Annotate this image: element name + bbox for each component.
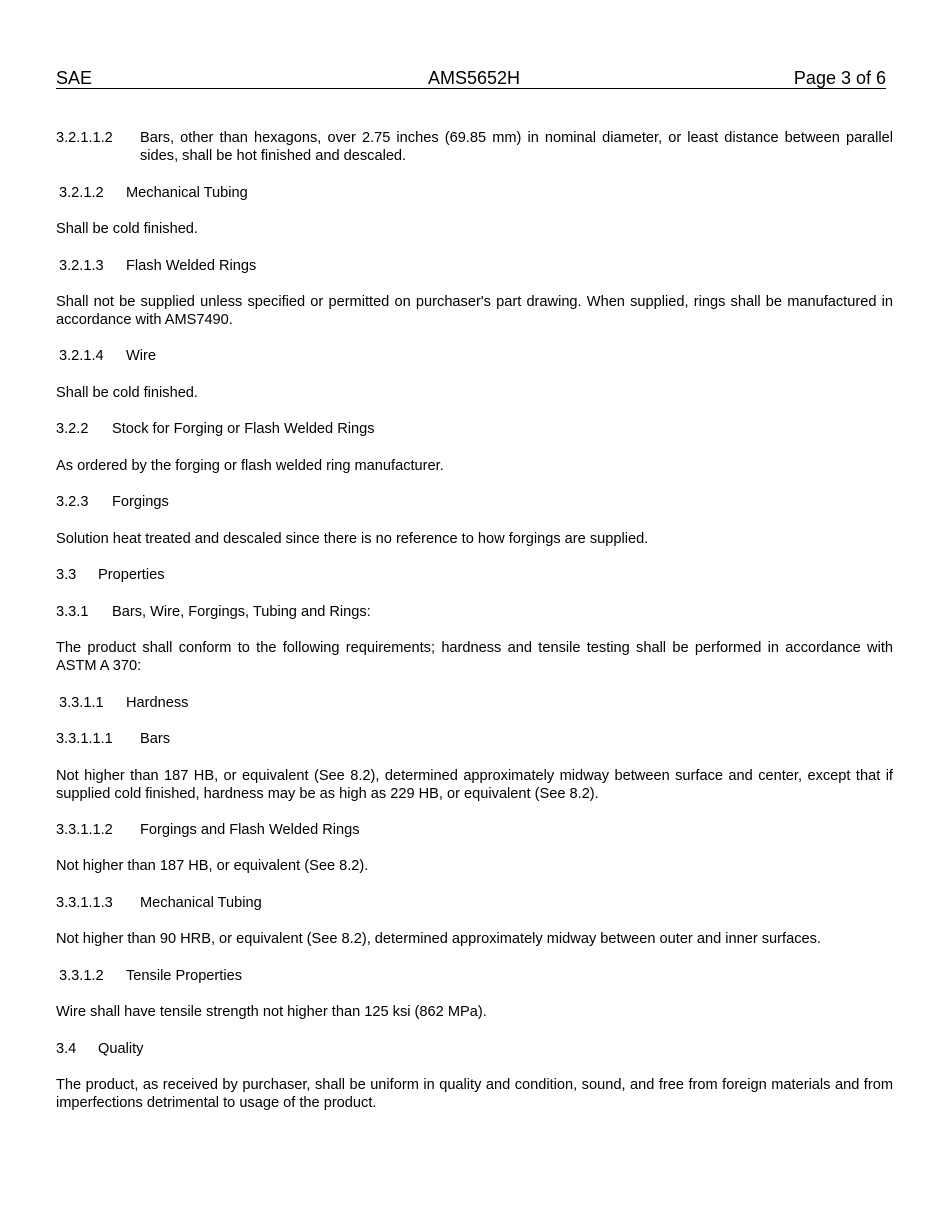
section-number: 3.2.1.1.2 — [56, 130, 113, 146]
section-title: Mechanical Tubing — [140, 895, 262, 911]
section-heading — [56, 821, 893, 839]
section-title: Tensile Properties — [126, 968, 242, 984]
header-doc-number: AMS5652H — [428, 68, 521, 88]
section-heading — [59, 184, 896, 202]
section-heading — [56, 603, 893, 621]
section-heading — [56, 730, 893, 748]
section-number: 3.2.1.3 — [59, 258, 104, 274]
section-number: 3.4 — [56, 1041, 77, 1057]
section-number: 3.3.1.1.1 — [56, 731, 113, 747]
section-heading — [59, 967, 896, 985]
section-number: 3.3.1.1.2 — [56, 822, 113, 838]
section-heading — [59, 347, 896, 365]
section-number: 3.3.1.2 — [59, 968, 104, 984]
section-3-2-1-1-2 — [56, 129, 893, 165]
section-number: 3.2.3 — [56, 494, 89, 510]
section-number: 3.2.1.2 — [59, 185, 104, 201]
section-title: Properties — [98, 567, 165, 583]
paragraph: Not higher than 187 HB, or equivalent (See 8.2), determined approximately midway between surface and center, except that if supplied cold finished, hardness may be as high as 229 HB, or equivalent (See 8.2). — [56, 768, 893, 802]
section-title: Hardness — [126, 695, 189, 711]
paragraph: Solution heat treated and descaled since there is no reference to how forgings are supplied. — [56, 531, 649, 547]
header-org: SAE — [56, 68, 93, 88]
section-heading — [59, 257, 896, 275]
paragraph: As ordered by the forging or flash welded ring manufacturer. — [56, 458, 444, 474]
section-title: Flash Welded Rings — [126, 258, 257, 274]
paragraph: Shall be cold finished. — [56, 221, 198, 237]
header-page-number: Page 3 of 6 — [793, 68, 886, 88]
section-heading — [56, 420, 893, 438]
section-title: Wire — [126, 348, 156, 364]
section-title: Forgings — [112, 494, 169, 510]
section-number: 3.3.1.1.3 — [56, 895, 113, 911]
section-number: 3.2.1.4 — [59, 348, 104, 364]
paragraph: The product shall conform to the following requirements; hardness and tensile testing shall be performed in accordance with ASTM A 370: — [56, 640, 893, 674]
section-title: Bars, Wire, Forgings, Tubing and Rings: — [112, 604, 371, 620]
paragraph: Wire shall have tensile strength not higher than 125 ksi (862 MPa). — [56, 1004, 487, 1020]
paragraph: Shall not be supplied unless specified or permitted on purchaser's part drawing. When supplied, rings shall be manufactured in accordance with AMS7490. — [56, 294, 893, 328]
section-heading — [56, 1040, 893, 1058]
page-header — [56, 68, 886, 89]
section-text: Bars, other than hexagons, over 2.75 inches (69.85 mm) in nominal diameter, or least distance between parallel sides, shall be hot finished and descaled. — [140, 130, 893, 164]
section-number: 3.3 — [56, 567, 77, 583]
section-number: 3.3.1.1 — [59, 695, 104, 711]
section-heading — [56, 493, 893, 511]
paragraph: Not higher than 90 HRB, or equivalent (See 8.2), determined approximately midway between outer and inner surfaces. — [56, 931, 821, 947]
section-title: Stock for Forging or Flash Welded Rings — [112, 421, 375, 437]
paragraph: Not higher than 187 HB, or equivalent (See 8.2). — [56, 858, 369, 874]
paragraph: Shall be cold finished. — [56, 385, 198, 401]
section-heading — [59, 694, 896, 712]
section-number: 3.3.1 — [56, 604, 89, 620]
section-title: Quality — [98, 1041, 144, 1057]
section-title: Forgings and Flash Welded Rings — [140, 822, 360, 838]
section-heading — [56, 566, 893, 584]
section-title: Bars — [140, 731, 171, 747]
section-title: Mechanical Tubing — [126, 185, 248, 201]
paragraph: The product, as received by purchaser, shall be uniform in quality and condition, sound, and free from foreign materials and from imperfections detrimental to usage of the product. — [56, 1077, 893, 1111]
section-number: 3.2.2 — [56, 421, 89, 437]
section-heading — [56, 894, 893, 912]
